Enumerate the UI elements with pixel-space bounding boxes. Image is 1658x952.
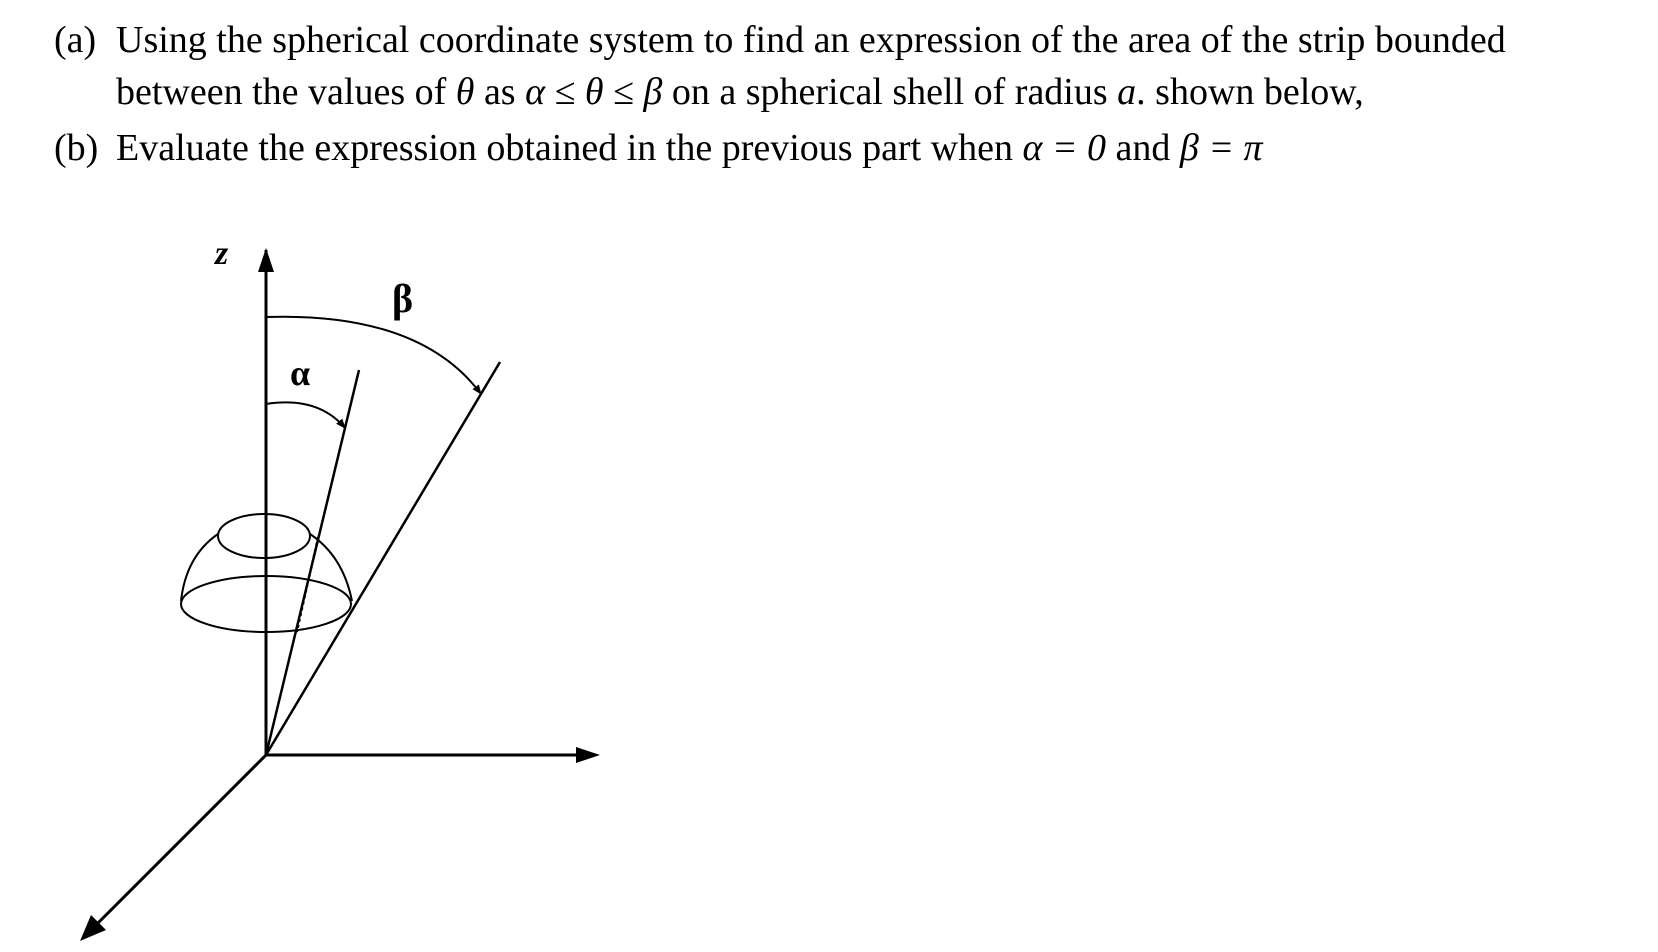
part-a-marker: (a) [54,19,97,61]
alpha-angle-arc [266,402,345,428]
radius-symbol: a [1117,71,1137,113]
x-axis [96,755,266,925]
theta-inequality: α ≤ θ ≤ β [525,71,663,113]
beta-label: β [392,276,414,321]
z-axis-arrowhead-icon [258,248,274,272]
strip-side-left [181,534,218,601]
theta-symbol: θ [455,71,475,113]
axes [80,248,600,941]
part-b-text: Evaluate the expression obtained in the previous part when [116,127,1023,169]
z-axis-label: z [215,235,229,272]
part-a-line2-after: . shown below, [1136,71,1364,113]
y-axis-arrowhead-icon [576,747,600,763]
part-a-line2-middle: on a spherical shell of radius [662,71,1118,113]
beta-ray [266,362,500,755]
and-word: and [1106,127,1180,169]
part-a-line2-before: between the values of [116,71,456,113]
part-b-marker: (b) [54,127,99,169]
alpha-equation: α = 0 [1022,127,1107,169]
alpha-label: α [290,353,311,393]
beta-equation: β = π [1179,127,1263,169]
part-a-line1: Using the spherical coordinate system to find an expression of the area of the strip bounded [116,19,1506,61]
as-word: as [474,71,526,113]
strip-top-ring [218,514,310,558]
